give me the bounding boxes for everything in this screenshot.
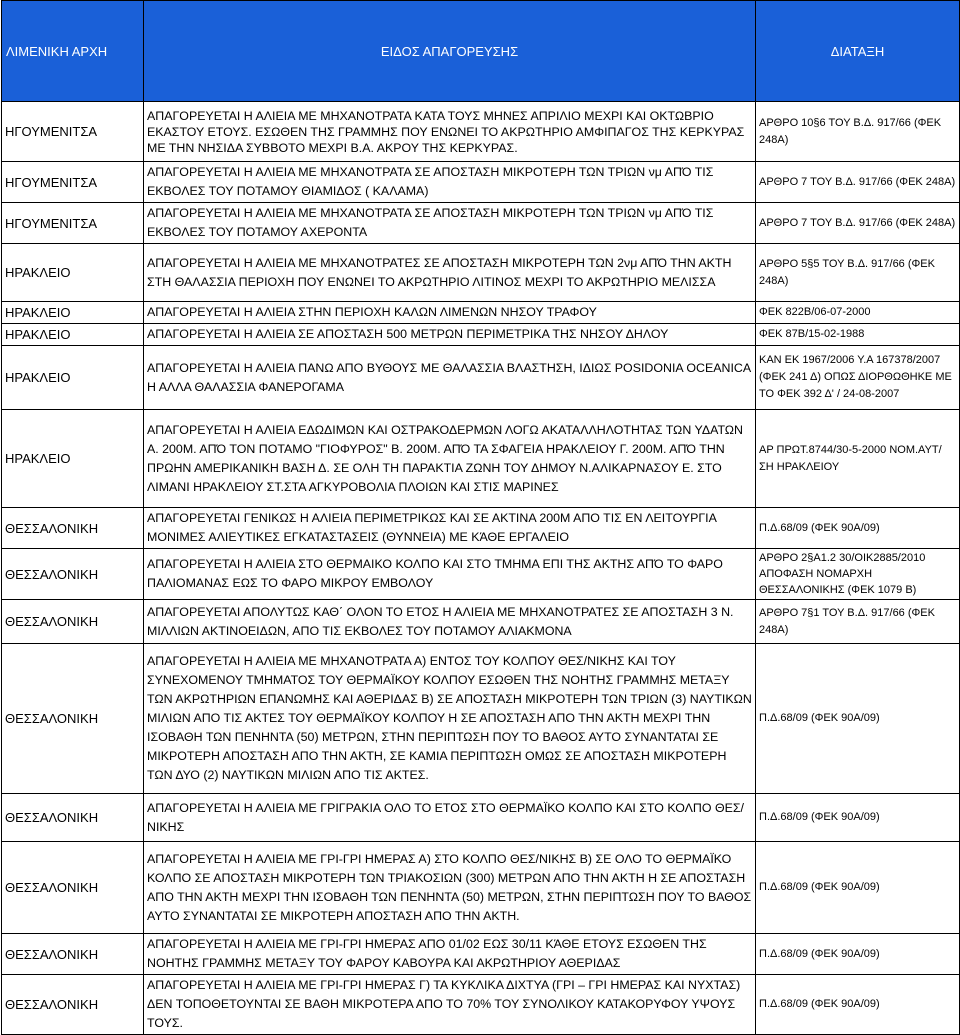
ban-cell: ΑΠΑΓΟΡΕΥΕΤΑΙ Η ΑΛΙΕΙΑ ΣΤΟ ΘΕΡΜΑΙΚΟ ΚΟΛΠΟ ΚΑΙ ΣΤΟ ΤΜΗΜΑ ΕΠΙ ΤΗΣ ΑΚΤΗΣ ΑΠΌ ΤΟ ΦΑΡΟ ΠΑΛΙΟΜΑΝΑΣ ΕΩΣ ΤΟ ΦΑΡΟ ΜΙΚΡΟΥ ΕΜΒΟΛΟΥ	[144, 549, 756, 600]
authority-cell: ΗΡΑΚΛΕΙΟ	[2, 302, 144, 324]
table-row	[2, 203, 960, 244]
regulation-cell: ΑΡΘΡΟ 5§5 ΤΟΥ Β.Δ. 917/66 (ΦΕΚ 248Α)	[756, 244, 960, 302]
regulation-cell: ΦΕΚ 87Β/15-02-1988	[756, 324, 960, 346]
header-authority: ΛΙΜΕΝΙΚΗ ΑΡΧΗ	[2, 1, 144, 102]
regulation-cell: ΚΑΝ ΕΚ 1967/2006 Υ.Α 167378/2007 (ΦΕΚ 241 Δ) ΟΠΩΣ ΔΙΟΡΘΩΘΗΚΕ ΜΕ ΤΟ ΦΕΚ 392 Δ' / 24-08-2007	[756, 346, 960, 410]
regulation-cell: ΑΡΘΡΟ 7 ΤΟΥ Β.Δ. 917/66 (ΦΕΚ 248Α)	[756, 162, 960, 203]
table-row	[2, 324, 960, 346]
ban-cell: ΑΠΑΓΟΡΕΥΕΤΑΙ Η ΑΛΙΕΙΑ ΜΕ ΜΗΧΑΝΟΤΡΑΤΑ ΚΑΤΑ ΤΟΥΣ ΜΗΝΕΣ ΑΠΡΙΛΙΟ ΜΕΧΡΙ ΚΑΙ ΟΚΤΩΒΡΙΟ ΕΚΑΣΤΟΥ ΕΤΟΥΣ. ΕΣΩΘΕΝ ΤΗΣ ΓΡΑΜΜΗΣ ΠΟΥ ΕΝΩΝΕΙ ΤΟ ΑΚΡΩΤΗΡΙΟ ΑΜΦΙΠΑΓΟΣ ΤΗΣ ΚΕΡΚΥΡΑΣ ΜΕ ΤΗΝ ΝΗΣΙΔΑ ΣΥΒΒΟΤΟ ΜΕΧΡΙ Β.Α. ΑΚΡΟΥ ΤΗΣ ΚΕΡΚΥΡΑΣ.	[144, 102, 756, 162]
table-row	[2, 600, 960, 644]
ban-cell: ΑΠΑΓΟΡΕΥΕΤΑΙ Η ΑΛΙΕΙΑ ΕΔΩΔΙΜΩΝ ΚΑΙ ΟΣΤΡΑΚΟΔΕΡΜΩΝ ΛΟΓΩ ΑΚΑΤΑΛΛΗΛΟΤΗΤΑΣ ΤΩΝ ΥΔΑΤΩΝ Α. 200Μ. ΑΠΌ ΤΟΝ ΠΟΤΑΜΟ "ΓΙΟΦΥΡΟΣ" Β. 200Μ. ΑΠΌ ΤΑ ΣΦΑΓΕΙΑ ΗΡΑΚΛΕΙΟΥ Γ. 200Μ. ΑΠΌ ΤΗΝ ΠΡΩΗΝ ΑΜΕΡΙΚΑΝΙΚΗ ΒΑΣΗ Δ. ΣΕ ΟΛΗ ΤΗ ΠΑΡΑΚΤΙΑ ΖΩΝΗ ΤΟΥ ΔΗΜΟΥ Ν.ΑΛΙΚΑΡΝΑΣΟΥ Ε. ΣΤΟ ΛΙΜΑΝΙ ΗΡΑΚΛΕΙΟΥ ΣΤ.ΣΤΑ ΑΓΚΥΡΟΒΟΛΙΑ ΠΛΟΙΩΝ ΚΑΙ ΣΤΙΣ ΜΑΡΙΝΕΣ	[144, 410, 756, 508]
table-row	[2, 302, 960, 324]
authority-cell: ΘΕΣΣΑΛΟΝΙΚΗ	[2, 508, 144, 549]
ban-cell: ΑΠΑΓΟΡΕΥΕΤΑΙ Η ΑΛΙΕΙΑ ΜΕ ΓΡΙ-ΓΡΙ ΗΜΕΡΑΣ ΑΠΟ 01/02 ΕΩΣ 30/11 ΚΆΘΕ ΕΤΟΥΣ ΕΣΩΘΕΝ ΤΗΣ ΝΟΗΤΗΣ ΓΡΑΜΜΗΣ ΜΕΤΑΞΥ ΤΟΥ ΦΑΡΟΥ ΚΑΒΟΥΡΑ ΚΑΙ ΑΚΡΩΤΗΡΙΟΥ ΑΘΕΡΙΔΑΣ	[144, 934, 756, 975]
authority-cell: ΗΓΟΥΜΕΝΙΤΣΑ	[2, 102, 144, 162]
table-row	[2, 975, 960, 1035]
regulation-cell: Π.Δ.68/09 (ΦΕΚ 90Α/09)	[756, 644, 960, 794]
authority-cell: ΘΕΣΣΑΛΟΝΙΚΗ	[2, 842, 144, 934]
authority-cell: ΗΓΟΥΜΕΝΙΤΣΑ	[2, 162, 144, 203]
authority-cell: ΘΕΣΣΑΛΟΝΙΚΗ	[2, 975, 144, 1035]
ban-cell: ΑΠΑΓΟΡΕΥΕΤΑΙ Η ΑΛΙΕΙΑ ΜΕ ΓΡΙΓΡΑΚΙΑ ΟΛΟ ΤΟ ΕΤΟΣ ΣΤΟ ΘΕΡΜΑΪΚΟ ΚΟΛΠΟ ΚΑΙ ΣΤΟ ΚΟΛΠΟ ΘΕΣ/ΝΙΚΗΣ	[144, 794, 756, 842]
regulation-cell: Π.Δ.68/09 (ΦΕΚ 90Α/09)	[756, 842, 960, 934]
table-row	[2, 508, 960, 549]
table-row	[2, 244, 960, 302]
authority-cell: ΗΡΑΚΛΕΙΟ	[2, 410, 144, 508]
table-row	[2, 794, 960, 842]
header-ban-type: ΕΙΔΟΣ ΑΠΑΓΟΡΕΥΣΗΣ	[144, 1, 756, 102]
ban-cell: ΑΠΑΓΟΡΕΥΕΤΑΙ Η ΑΛΙΕΙΑ ΜΕ ΜΗΧΑΝΟΤΡΑΤΑ ΣΕ ΑΠΟΣΤΑΣΗ ΜΙΚΡΟΤΕΡΗ ΤΩΝ ΤΡΙΩΝ νμ ΑΠΌ ΤΙΣ ΕΚΒΟΛΕΣ ΤΟΥ ΠΟΤΑΜΟΥ ΑΧΕΡΟΝΤΑ	[144, 203, 756, 244]
ban-cell: ΑΠΑΓΟΡΕΥΕΤΑΙ Η ΑΛΙΕΙΑ ΠΑΝΩ ΑΠΟ ΒΥΘΟΥΣ ΜΕ ΘΑΛΑΣΣΙΑ ΒΛΑΣΤΗΣΗ, ΙΔΙΩΣ POSIDONIA OCEANICA Η ΑΛΛΑ ΘΑΛΑΣΣΙΑ ΦΑΝΕΡΟΓΑΜΑ	[144, 346, 756, 410]
regulation-cell: Π.Δ.68/09 (ΦΕΚ 90Α/09)	[756, 934, 960, 975]
table-row	[2, 842, 960, 934]
authority-cell: ΗΡΑΚΛΕΙΟ	[2, 324, 144, 346]
regulation-cell: ΑΡΘΡΟ 2§Α1.2 30/ΟΙΚ2885/2010 ΑΠΟΦΑΣΗ ΝΟΜΑΡΧΗ ΘΕΣΣΑΛΟΝΙΚΗΣ (ΦΕΚ 1079 Β)	[756, 549, 960, 600]
table-row	[2, 102, 960, 162]
table-row	[2, 549, 960, 600]
ban-cell: ΑΠΑΓΟΡΕΥΕΤΑΙ Η ΑΛΙΕΙΑ ΜΕ ΓΡΙ-ΓΡΙ ΗΜΕΡΑΣ Γ) ΤΑ ΚΥΚΛΙΚΑ ΔΙΧΤΥΑ (ΓΡΙ – ΓΡΙ ΗΜΕΡΑΣ ΚΑΙ ΝΥΧΤΑΣ) ΔΕΝ ΤΟΠΟΘΕΤΟΥΝΤΑΙ ΣΕ ΒΑΘΗ ΜΙΚΡΟΤΕΡΑ ΑΠΟ ΤΟ 70% ΤΟΥ ΣΥΝΟΛΙΚΟΥ ΚΑΤΑΚΟΡΥΦΟΥ ΥΨΟΥΣ ΤΟΥΣ.	[144, 975, 756, 1035]
regulation-cell: ΑΡΘΡΟ 7§1 ΤΟΥ Β.Δ. 917/66 (ΦΕΚ 248Α)	[756, 600, 960, 644]
authority-cell: ΘΕΣΣΑΛΟΝΙΚΗ	[2, 644, 144, 794]
regulation-cell: ΑΡΘΡΟ 7 ΤΟΥ Β.Δ. 917/66 (ΦΕΚ 248Α)	[756, 203, 960, 244]
ban-cell: ΑΠΑΓΟΡΕΥΕΤΑΙ Η ΑΛΙΕΙΑ ΜΕ ΓΡΙ-ΓΡΙ ΗΜΕΡΑΣ Α) ΣΤΟ ΚΟΛΠΟ ΘΕΣ/ΝΙΚΗΣ Β) ΣΕ ΟΛΟ ΤΟ ΘΕΡΜΑΪΚΟ ΚΟΛΠΟ ΣΕ ΑΠΟΣΤΑΣΗ ΜΙΚΡΟΤΕΡΗ ΤΩΝ ΤΡΙΑΚΟΣΙΩΝ (300) ΜΕΤΡΩΝ ΑΠΟ ΤΗΝ ΑΚΤΗ Η ΣΕ ΑΠΟΣΤΑΣΗ ΑΠΟ ΤΗΝ ΑΚΤΗ ΜΕΧΡΙ ΤΗΝ ΙΣΟΒΑΘΗ ΤΩΝ ΠΕΝΗΝΤΑ (50) ΜΕΤΡΩΝ, ΣΤΗΝ ΠΕΡΙΠΤΩΣΗ ΠΟΥ ΤΟ ΒΑΘΟΣ ΑΥΤΟ ΣΥΝΑΝΤΑΤΑΙ ΣΕ ΜΙΚΡΟΤΕΡΗ ΑΠΟΣΤΑΣΗ ΑΠΟ ΤΗΝ ΑΚΤΗ.	[144, 842, 756, 934]
regulation-cell: Π.Δ.68/09 (ΦΕΚ 90Α/09)	[756, 975, 960, 1035]
authority-cell: ΗΓΟΥΜΕΝΙΤΣΑ	[2, 203, 144, 244]
table-row	[2, 934, 960, 975]
ban-cell: ΑΠΑΓΟΡΕΥΕΤΑΙ Η ΑΛΙΕΙΑ ΜΕ ΜΗΧΑΝΟΤΡΑΤΑ ΣΕ ΑΠΟΣΤΑΣΗ ΜΙΚΡΟΤΕΡΗ ΤΩΝ ΤΡΙΩΝ νμ ΑΠΌ ΤΙΣ ΕΚΒΟΛΕΣ ΤΟΥ ΠΟΤΑΜΟΥ ΘΙΑΜΙΔΟΣ ( ΚΑΛΑΜΑ)	[144, 162, 756, 203]
header-row	[2, 1, 960, 102]
ban-cell: ΑΠΑΓΟΡΕΥΕΤΑΙ Η ΑΛΙΕΙΑ ΜΕ ΜΗΧΑΝΟΤΡΑΤΑ Α) ΕΝΤΟΣ ΤΟΥ ΚΟΛΠΟΥ ΘΕΣ/ΝΙΚΗΣ ΚΑΙ ΤΟΥ ΣΥΝΕΧΟΜΕΝΟΥ ΤΜΗΜΑΤΟΣ ΤΟΥ ΘΕΡΜΑΪΚΟΥ ΚΟΛΠΟΥ ΕΣΩΘΕΝ ΤΗΣ ΝΟΗΤΗΣ ΓΡΑΜΜΗΣ ΜΕΤΑΞΥ ΤΩΝ ΑΚΡΩΤΗΡΙΩΝ ΕΠΑΝΩΜΗΣ ΚΑΙ ΑΘΕΡΙΔΑΣ Β) ΣΕ ΑΠΟΣΤΑΣΗ ΜΙΚΡΟΤΕΡΗ ΤΩΝ ΤΡΙΩΝ (3) ΝΑΥΤΙΚΩΝ ΜΙΛΙΩΝ ΑΠΟ ΤΙΣ ΑΚΤΕΣ ΤΟΥ ΘΕΡΜΑΪΚΟΥ ΚΟΛΠΟΥ Η ΣΕ ΑΠΟΣΤΑΣΗ ΑΠΟ ΤΗΝ ΑΚΤΗ ΜΕΧΡΙ ΤΗΝ ΙΣΟΒΑΘΗ ΤΩΝ ΠΕΝΗΝΤΑ (50) ΜΕΤΡΩΝ, ΣΤΗΝ ΠΕΡΙΠΤΩΣΗ ΠΟΥ ΤΟ ΒΑΘΟΣ ΑΥΤΟ ΣΥΝΑΝΤΑΤΑΙ ΣΕ ΜΙΚΡΟΤΕΡΗ ΑΠΟΣΤΑΣΗ ΑΠΟ ΤΗΝ ΑΚΤΗ, ΣΕ ΚΑΜΙΑ ΠΕΡΙΠΤΩΣΗ ΟΜΩΣ ΣΕ ΑΠΟΣΤΑΣΗ ΜΙΚΡΟΤΕΡΗ ΤΩΝ ΔΥΟ (2) ΝΑΥΤΙΚΩΝ ΜΙΛΙΩΝ ΑΠΟ ΤΙΣ ΑΚΤΕΣ.	[144, 644, 756, 794]
table-row	[2, 346, 960, 410]
ban-cell: ΑΠΑΓΟΡΕΥΕΤΑΙ ΓΕΝΙΚΩΣ Η ΑΛΙΕΙΑ ΠΕΡΙΜΕΤΡΙΚΩΣ ΚΑΙ ΣΕ ΑΚΤΙΝΑ 200Μ ΑΠΟ ΤΙΣ ΕΝ ΛΕΙΤΟΥΡΓΙΑ ΜΟΝΙΜΕΣ ΑΛΙΕΥΤΙΚΕΣ ΕΓΚΑΤΑΣΤΑΣΕΙΣ (ΘΥΝΝΕΙΑ) ΜΕ ΚΆΘΕ ΕΡΓΑΛΕΙΟ	[144, 508, 756, 549]
ban-cell: ΑΠΑΓΟΡΕΥΕΤΑΙ Η ΑΛΙΕΙΑ ΜΕ ΜΗΧΑΝΟΤΡΑΤΕΣ ΣΕ ΑΠΟΣΤΑΣΗ ΜΙΚΡΟΤΕΡΗ ΤΩΝ 2νμ ΑΠΌ ΤΗΝ ΑΚΤΗ ΣΤΗ ΘΑΛΑΣΣΙΑ ΠΕΡΙΟΧΗ ΠΟΥ ΕΝΩΝΕΙ ΤΟ ΑΚΡΩΤΗΡΙΟ ΛΙΤΙΝΟΣ ΜΕΧΡΙ ΤΟ ΑΚΡΩΤΗΡΙΟ ΜΕΛΙΣΣΑ	[144, 244, 756, 302]
authority-cell: ΘΕΣΣΑΛΟΝΙΚΗ	[2, 549, 144, 600]
authority-cell: ΗΡΑΚΛΕΙΟ	[2, 244, 144, 302]
ban-cell: ΑΠΑΓΟΡΕΥΕΤΑΙ Η ΑΛΙΕΙΑ ΣΤΗΝ ΠΕΡΙΟΧΗ ΚΑΛΩΝ ΛΙΜΕΝΩΝ ΝΗΣΟΥ ΤΡΑΦΟΥ	[144, 302, 756, 324]
table-row	[2, 644, 960, 794]
table-row	[2, 162, 960, 203]
table-row	[2, 410, 960, 508]
authority-cell: ΘΕΣΣΑΛΟΝΙΚΗ	[2, 794, 144, 842]
regulation-cell: Π.Δ.68/09 (ΦΕΚ 90Α/09)	[756, 508, 960, 549]
ban-cell: ΑΠΑΓΟΡΕΥΕΤΑΙ Η ΑΛΙΕΙΑ ΣΕ ΑΠΟΣΤΑΣΗ 500 ΜΕΤΡΩΝ ΠΕΡΙΜΕΤΡΙΚΑ ΤΗΣ ΝΗΣΟΥ ΔΗΛΟΥ	[144, 324, 756, 346]
regulation-cell: ΑΡ ΠΡΩΤ.8744/30-5-2000 ΝΟΜ.ΑΥΤ/ΣΗ ΗΡΑΚΛΕΙΟΥ	[756, 410, 960, 508]
regulation-cell: Π.Δ.68/09 (ΦΕΚ 90Α/09)	[756, 794, 960, 842]
authority-cell: ΗΡΑΚΛΕΙΟ	[2, 346, 144, 410]
authority-cell: ΘΕΣΣΑΛΟΝΙΚΗ	[2, 934, 144, 975]
header-regulation: ΔΙΑΤΑΞΗ	[756, 1, 960, 102]
ban-cell: ΑΠΑΓΟΡΕΥΕΤΑΙ ΑΠΟΛΥΤΩΣ ΚΑΘ΄ ΟΛΟΝ ΤΟ ΕΤΟΣ Η ΑΛΙΕΙΑ ΜΕ ΜΗΧΑΝΟΤΡΑΤΕΣ ΣΕ ΑΠΟΣΤΑΣΗ 3 Ν. ΜΙΛΛΙΩΝ ΑΚΤΙΝΟΕΙΔΩΝ, ΑΠΟ ΤΙΣ ΕΚΒΟΛΕΣ ΤΟΥ ΠΟΤΑΜΟΥ ΑΛΙΑΚΜΟΝΑ	[144, 600, 756, 644]
fishing-ban-table	[1, 0, 960, 1035]
authority-cell: ΘΕΣΣΑΛΟΝΙΚΗ	[2, 600, 144, 644]
regulation-cell: ΦΕΚ 822Β/06-07-2000	[756, 302, 960, 324]
regulation-cell: ΑΡΘΡΟ 10§6 ΤΟΥ Β.Δ. 917/66 (ΦΕΚ 248Α)	[756, 102, 960, 162]
